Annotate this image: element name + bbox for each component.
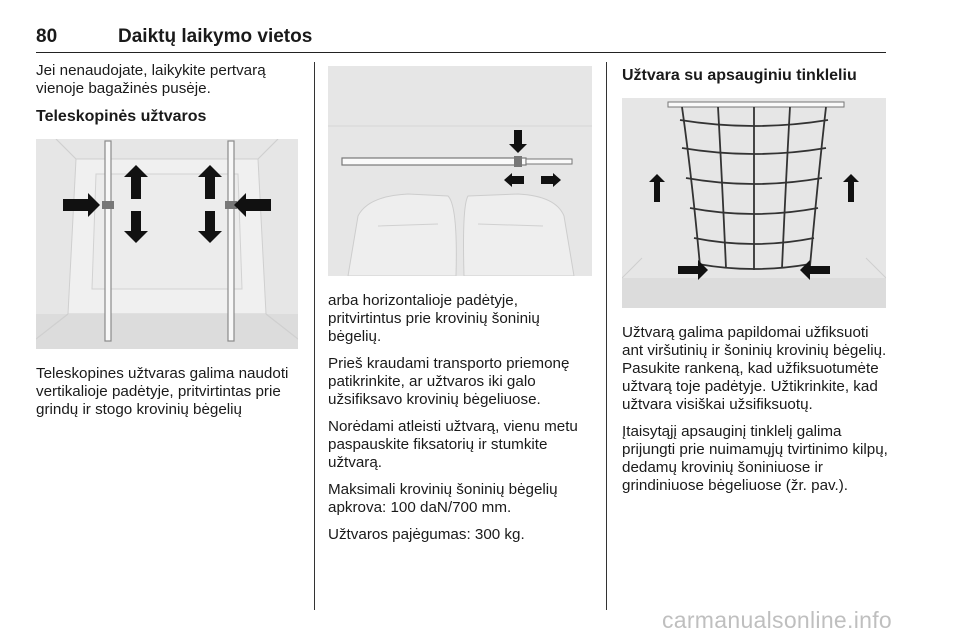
- section-heading-telescopic: Teleskopinės užtvaros: [36, 108, 207, 125]
- telescopic-bar-horizontal-illustration: [328, 66, 592, 276]
- safety-net-illustration: [622, 98, 886, 308]
- intro-paragraph: Jei nenaudojate, laikykite pertvarą vienoje bagažinės pusėje.: [36, 62, 266, 97]
- paragraph-horizontal: arba horizontalioje padėtyje, pritvirtintus prie krovinių šoninių bėgelių.: [328, 292, 540, 345]
- chapter-title: Daiktų laikymo vietos: [118, 26, 313, 47]
- column-3: [622, 62, 890, 504]
- van-cargo-icon: [36, 139, 298, 349]
- figure-caption-vertical: Teleskopines užtvaras galima naudoti vertikalioje padėtyje, pritvirtintas prie grindų ir stogo krovinių bėgelių: [36, 365, 289, 418]
- watermark: carmanualsonline.info: [661, 607, 892, 633]
- telescopic-bars-vertical-illustration: [36, 139, 298, 349]
- column-2: [328, 62, 592, 553]
- paragraph-release: Norėdami atleisti užtvarą, vienu metu paspauskite fiksatorių ir stumkite užtvarą.: [328, 418, 578, 471]
- paragraph-check-locking: Prieš kraudami transporto priemonę patikrinkite, ar užtvaros iki galo užsifiksavo krovinių bėgeliuose.: [328, 355, 570, 408]
- page-number: 80: [36, 26, 58, 47]
- page-header: [36, 26, 886, 53]
- column-divider-2: [606, 62, 607, 610]
- paragraph-net-attach: Įtaisytąjį apsauginį tinklelį galima prijungti prie nuimamųjų tvirtinimo kilpų, dedamų krovinių šoniniuose ir grindiniuose bėgeliuose (žr. pav.).: [622, 423, 888, 494]
- paragraph-capacity: Užtvaros pajėgumas: 300 kg.: [328, 526, 525, 543]
- paragraph-max-load: Maksimali krovinių šoninių bėgelių apkrova: 100 daN/700 mm.: [328, 481, 558, 516]
- section-heading-safety-net: Užtvara su apsauginiu tinkleliu: [622, 67, 857, 84]
- column-1: [36, 62, 298, 428]
- column-divider-1: [314, 62, 315, 610]
- paragraph-net-locking: Užtvarą galima papildomai užfiksuoti ant viršutinių ir šoninių krovinių bėgelių. Pasukite rankeną, kad užfiksuotumėte užtvarą toje padėtyje. Užtikrinkite, kad užtvara visiškai užsifiksuotų.: [622, 324, 887, 413]
- cargo-net-icon: [622, 98, 886, 308]
- seat-rear-view-icon: [328, 66, 592, 276]
